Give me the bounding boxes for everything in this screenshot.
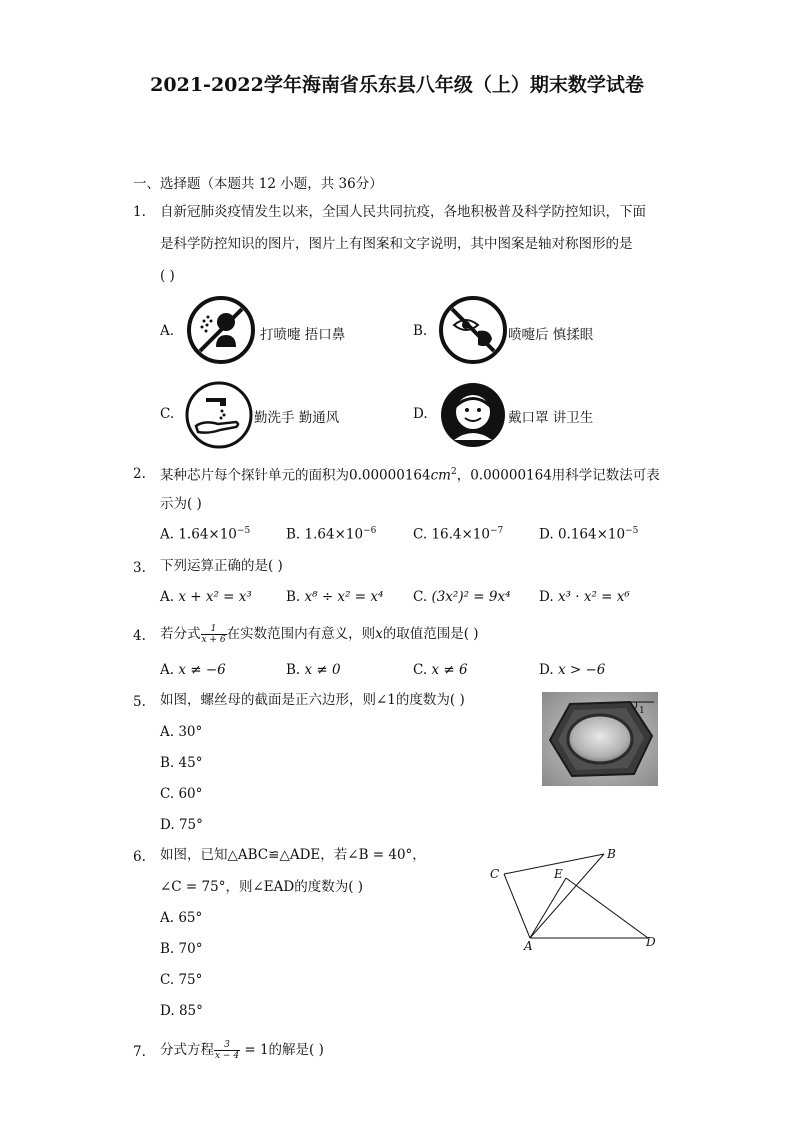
section-heading: 一、选择题（本题共 12 小题，共 36分）: [133, 176, 383, 192]
fraction: $\frac{1}{x + 6}$: [201, 624, 226, 645]
question-text: 下列运算正确的是( ): [160, 558, 283, 574]
option-d: D. 75°: [160, 817, 203, 833]
point-label-d: D: [646, 935, 656, 949]
question-text: 如图，已知△ABC≌△ADE，若∠B = 40°，: [160, 847, 426, 863]
fraction: $\frac{3}{x - 4}$: [215, 1040, 240, 1061]
option-c: C. 75°: [160, 972, 203, 988]
option-a: A. 30°: [160, 724, 203, 740]
option-d: D. $0.164\times 10^{-5}$: [539, 526, 639, 543]
question-number: 5.: [133, 694, 146, 710]
option-c: C. (3x²)² = 9x⁴: [413, 589, 511, 605]
question-number: 3.: [133, 560, 146, 576]
option-letter: A.: [160, 323, 175, 339]
option-d: D. 85°: [160, 1003, 203, 1019]
option-a: A. 65°: [160, 910, 203, 926]
question-number: 1.: [133, 204, 146, 220]
question-text: 某种芯片每个探针单元的面积为$0.00000164cm^2$，0.00000164用科学记数法可表: [160, 467, 660, 484]
question-text: 示为( ): [160, 496, 202, 512]
option-caption: 戴口罩 讲卫生: [508, 410, 594, 426]
point-label-c: C: [490, 867, 500, 881]
option-letter: D.: [413, 406, 428, 422]
option-a: A. x + x² = x³: [160, 589, 252, 605]
mask-face-icon: [438, 380, 508, 450]
question-text: ( ): [160, 268, 175, 284]
question-number: 6.: [133, 849, 146, 865]
question-number: 2.: [133, 466, 146, 482]
option-d: D. x³ · x² = x⁶: [539, 589, 630, 605]
question-number: 4.: [133, 628, 146, 644]
option-b: B. 45°: [160, 755, 203, 771]
option-caption: 勤洗手 勤通风: [254, 410, 340, 426]
option-c: C. $16.4\times 10^{-7}$: [413, 526, 504, 543]
question-number: 7.: [133, 1044, 146, 1060]
option-letter: C.: [160, 406, 175, 422]
hand-wash-icon: [184, 380, 254, 450]
option-c: C. 60°: [160, 786, 203, 802]
triangle-diagram: [488, 842, 668, 958]
option-a: A. x ≠ −6: [160, 662, 226, 678]
point-label-e: E: [554, 867, 563, 881]
option-b: B. $1.64\times 10^{-6}$: [286, 526, 377, 543]
point-label-b: B: [607, 847, 616, 861]
question-text: 自新冠肺炎疫情发生以来，全国人民共同抗疫，各地积极普及科学防控知识，下面: [160, 204, 646, 220]
question-text: 是科学防控知识的图片，图片上有图案和文字说明，其中图案是轴对称图形的是: [160, 236, 633, 252]
option-caption: 打喷嚏 捂口鼻: [260, 327, 346, 343]
question-text: 如图，螺丝母的截面是正六边形，则∠1的度数为( ): [160, 692, 465, 708]
no-sneeze-icon: [186, 295, 256, 365]
option-letter: B.: [413, 323, 428, 339]
page-title: 2021-2022学年海南省乐东县八年级（上）期末数学试卷: [150, 74, 644, 96]
angle-label: 1: [639, 706, 645, 716]
option-caption: 喷嚏后 慎揉眼: [508, 327, 594, 343]
question-text: 若分式 $\frac{1}{x + 6}$ 在实数范围内有意义，则x的取值范围是( ): [160, 624, 479, 645]
option-b: B. 70°: [160, 941, 203, 957]
no-eye-rub-icon: [438, 295, 508, 365]
option-a: A. $1.64\times 10^{-5}$: [160, 526, 251, 543]
question-text: 分式方程 $\frac{3}{x - 4}$ = 1的解是( ): [160, 1040, 324, 1061]
option-b: B. x⁸ ÷ x² = x⁴: [286, 589, 384, 605]
option-d: D. x > −6: [539, 662, 606, 678]
hex-nut-photo: [542, 692, 658, 790]
question-text: ∠C = 75°，则∠EAD的度数为( ): [160, 879, 364, 895]
point-label-a: A: [524, 939, 533, 953]
option-c: C. x ≠ 6: [413, 662, 468, 678]
option-b: B. x ≠ 0: [286, 662, 341, 678]
